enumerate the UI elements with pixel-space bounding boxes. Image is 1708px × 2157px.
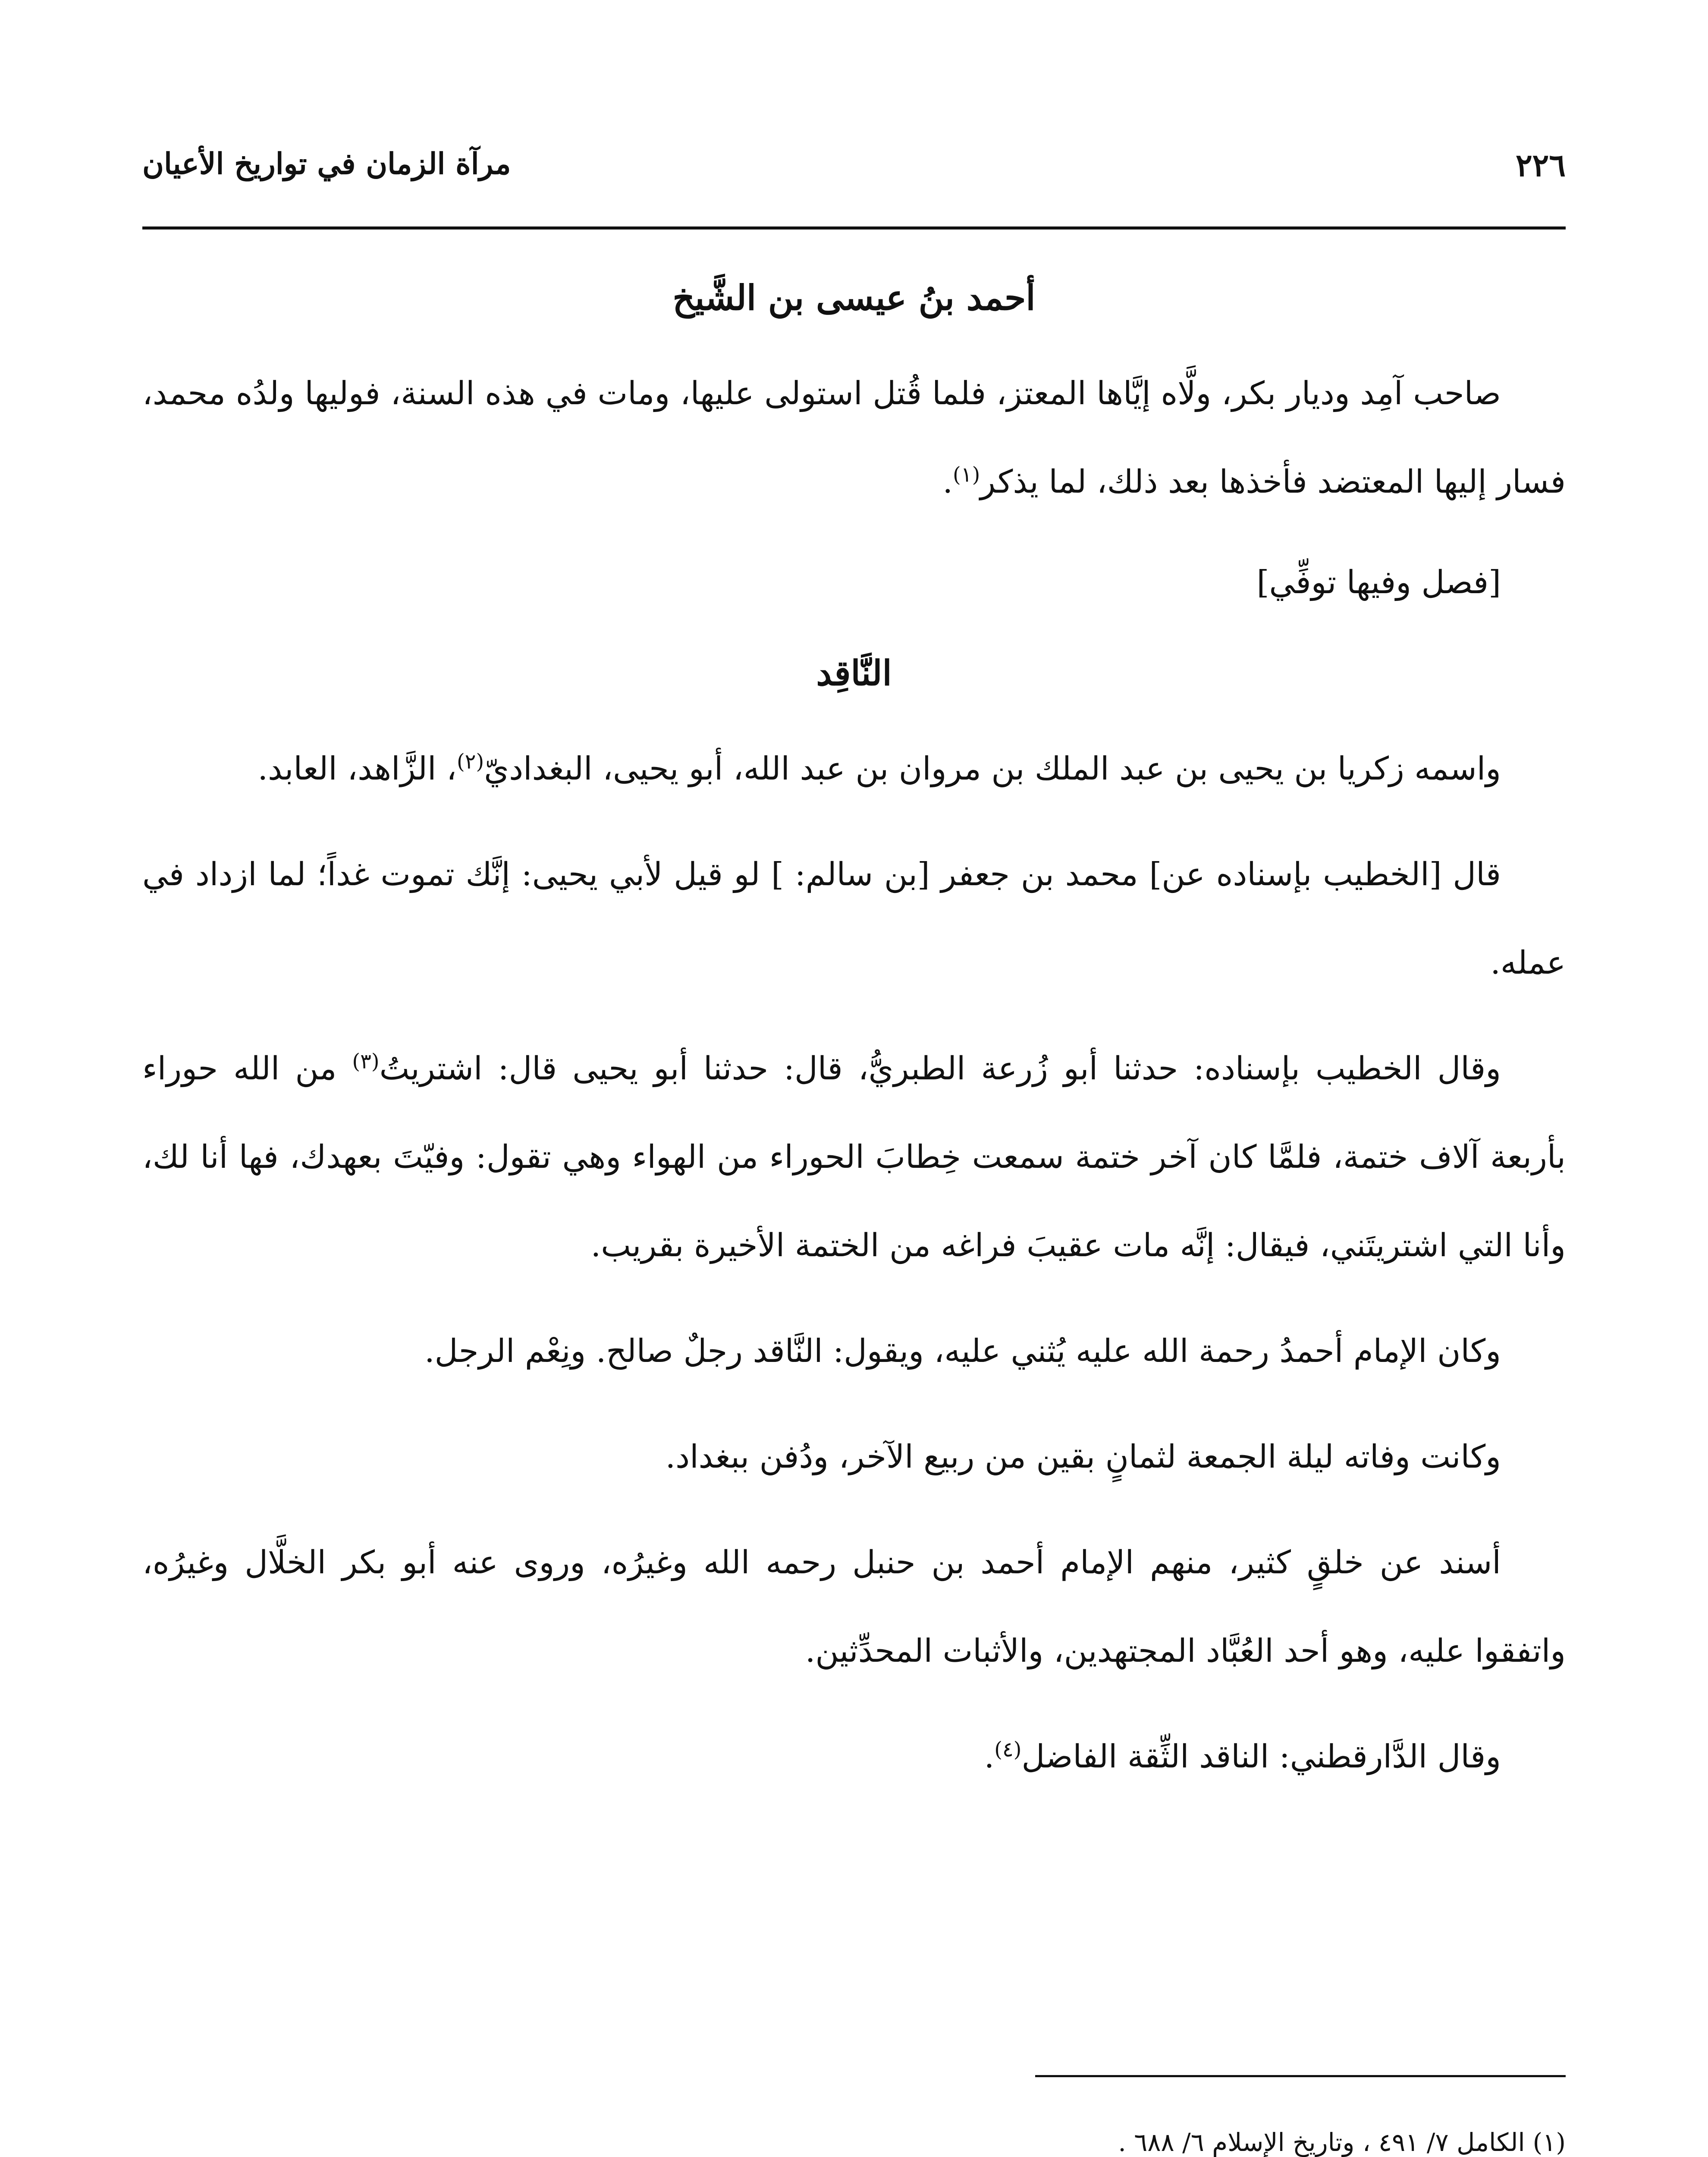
- footnote-reference: (٤): [994, 1737, 1022, 1762]
- paragraph: أسند عن خلقٍ كثير، منهم الإمام أحمد بن حنبل رحمه الله وغيرُه، وروى عنه أبو بكر الخلَّال وغيرُه، واتفقوا عليه، وهو أحد العُبَّاد المجتهدين، والأثبات المحدِّثين.: [142, 1544, 1566, 1670]
- paragraph: صاحب آمِد وديار بكر، ولَّاه إيَّاها المعتز، فلما قُتل استولى عليها، ومات في هذه السنة، فوليها ولدُه محمد، فسار إليها المعتضد فأخذها بعد ذلك، لما يذكر$^{(١)}$.: [142, 375, 1566, 500]
- document-page: [142, 108, 1566, 2157]
- paragraph: قال [الخطيب بإسناده عن] محمد بن جعفر [بن سالم: ] لو قيل لأبي يحيى: إنَّك تموت غداً؛ لما ازداد في عمله.: [142, 856, 1566, 981]
- paragraph: وقال الدَّارقطني: الناقد الثِّقة الفاضل$^{(٤)}$.: [984, 1737, 1501, 1775]
- footnote-divider: [1035, 2075, 1566, 2077]
- section-heading-naqid: النَّاقِد: [816, 653, 892, 693]
- chapter-marker: [فصل وفيها توفِّي]: [1256, 564, 1501, 601]
- section-heading-ahmad: أحمد بنُ عيسى بن الشَّيخ: [672, 277, 1036, 318]
- page-header: [142, 142, 1566, 207]
- footnote-list: [142, 2116, 1566, 2157]
- footnote-reference: (٣): [352, 1049, 380, 1074]
- main-text: [142, 267, 1566, 1818]
- paragraph: وكانت وفاته ليلة الجمعة لثمانٍ بقين من ربيع الآخر، ودُفن ببغداد.: [665, 1438, 1501, 1475]
- header-divider: [142, 226, 1566, 230]
- book-title: مرآة الزمان في تواريخ الأعيان: [142, 147, 511, 181]
- paragraph: واسمه زكريا بن يحيى بن عبد الملك بن مروان بن عبد الله، أبو يحيى، البغداديّ$^{(٢)}$، الزَّاهد، العابد.: [257, 749, 1501, 787]
- page-number: ٢٢٦: [1515, 147, 1566, 183]
- paragraph: وكان الإمام أحمدُ رحمة الله عليه يُثني عليه، ويقول: النَّاقد رجلٌ صالح. ونِعْم الرجل.: [424, 1333, 1501, 1370]
- paragraph: وقال الخطيب بإسناده: حدثنا أبو زُرعة الطبريُّ، قال: حدثنا أبو يحيى قال: اشتريتُ$^{(٣)}$ من الله حوراء بأربعة آلاف ختمة، فلمَّا كان آخر ختمة سمعت خِطابَ الحوراء من الهواء وهي تقول: وفيّتَ بعهدك، فها أنا لك، وأنا التي اشتريتَني، فيقال: إنَّه مات عقيبَ فراغه من الختمة الأخيرة بقريب.: [142, 1049, 1566, 1264]
- footnote-reference: (١): [953, 462, 980, 487]
- footnote: (١)الكامل ٧/ ٤٩١ ، وتاريخ الإسلام ٦/ ٦٨٨ .: [1118, 2128, 1566, 2157]
- footnote-reference: (٢): [456, 749, 484, 774]
